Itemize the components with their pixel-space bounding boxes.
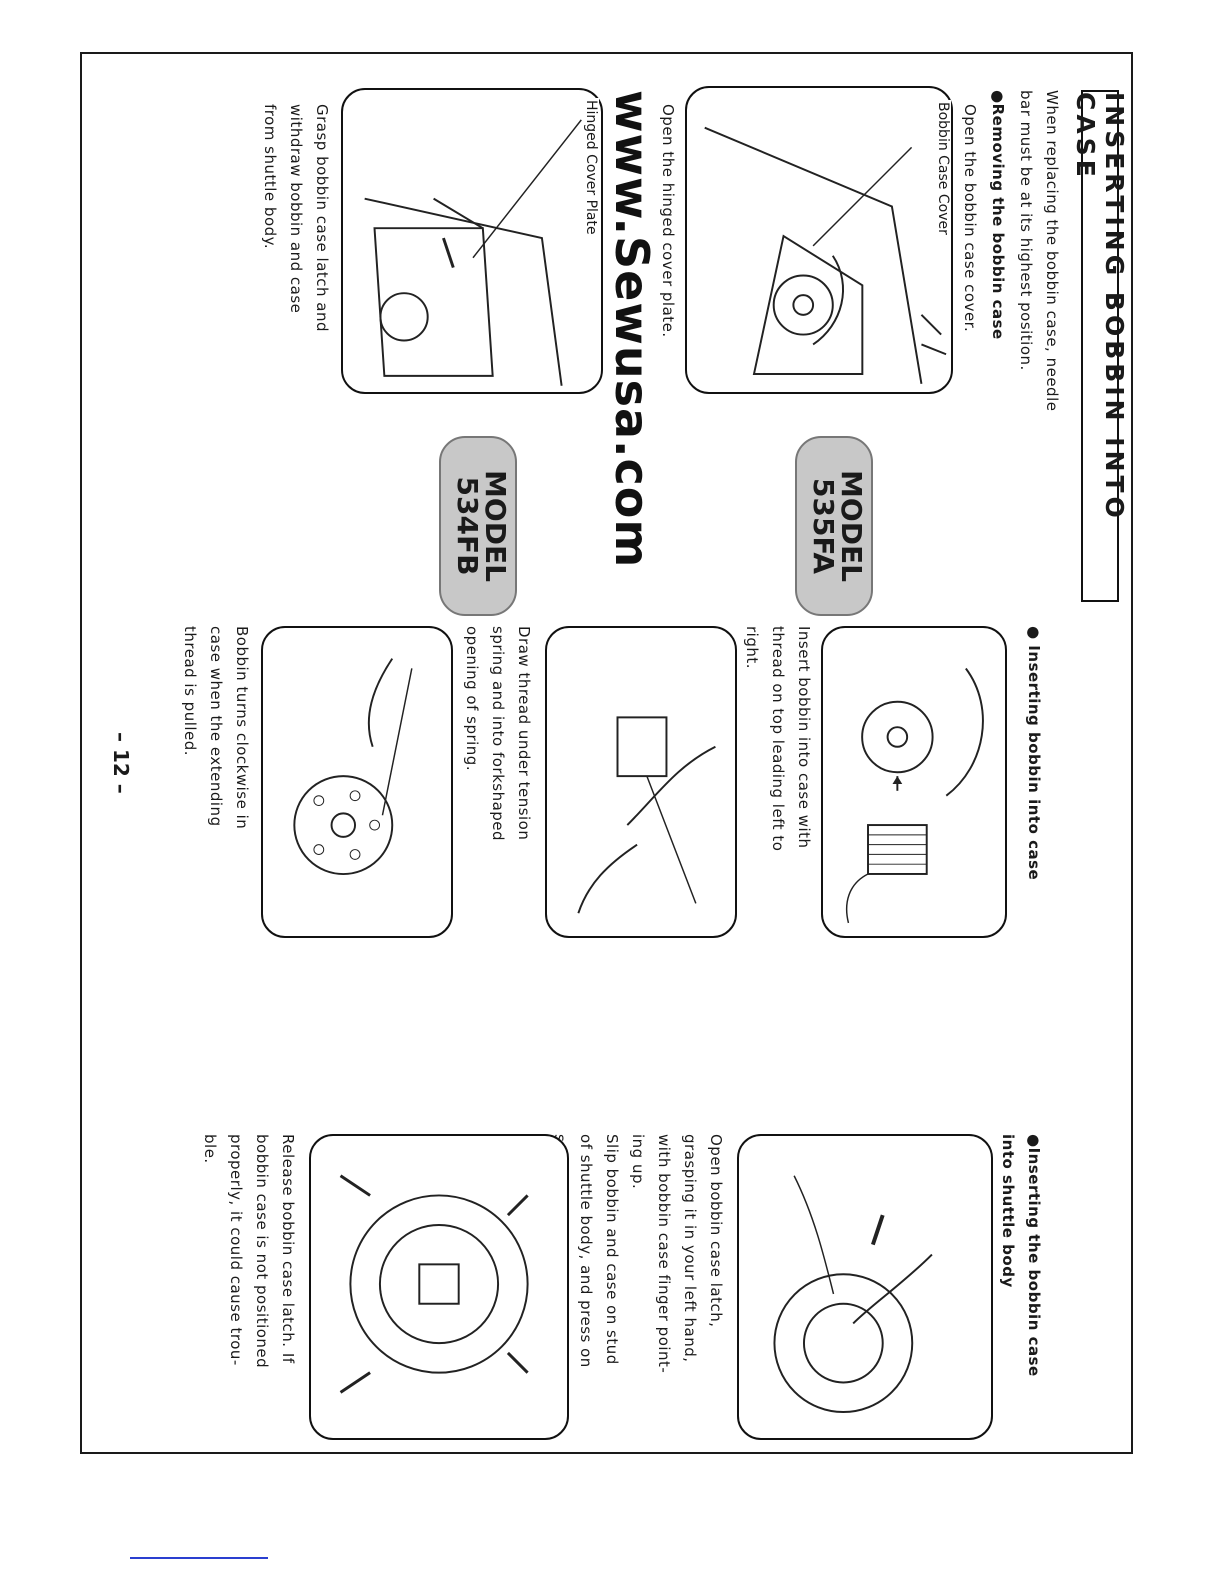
- into-shuttle-step2: Release bobbin case latch. If bobbin case is not positioned properly, it could cause trou- ble.: [201, 1134, 297, 1369]
- into-case-heading: ● Inserting bobbin into case: [1025, 626, 1043, 881]
- into-case-step1: Insert bobbin into case with thread on top leading left to right.: [743, 626, 813, 852]
- model-label: MODEL: [835, 470, 868, 582]
- latch-release-drawing: [311, 1136, 567, 1438]
- into-case-step2: Draw thread under tension spring and into forkshaped opening of spring.: [463, 626, 533, 842]
- model-number: 534FB: [451, 476, 484, 576]
- into-case-step3: Bobbin turns clockwise in case when the extending thread is pulled.: [181, 626, 251, 830]
- sewing-machine-drawing: [687, 88, 951, 392]
- insert-bobbin-illustration: [821, 626, 1007, 938]
- model-badge-534fb: [439, 436, 517, 616]
- model-number: 535FA: [807, 477, 840, 575]
- intro-text: When replacing the bobbin case, needle bar must be at its highest position.: [1017, 90, 1061, 412]
- hinged-cover-plate-illustration: [341, 88, 603, 394]
- watermark: www.Sewusa.com: [605, 90, 659, 569]
- removing-step3: Grasp bobbin case latch and withdraw bobbin and case from shuttle body.: [261, 104, 331, 333]
- bobbin-case-cover-illustration: [685, 86, 953, 394]
- removing-heading: ●Removing the bobbin case: [989, 90, 1007, 340]
- thread-tension-drawing: [547, 628, 735, 936]
- label-hinged-cover-plate: Hinged Cover Plate: [583, 100, 599, 235]
- release-latch-illustration: [309, 1134, 569, 1440]
- removing-step2: Open the hinged cover plate.: [659, 104, 677, 338]
- page-number: – 12 –: [109, 732, 133, 794]
- label-bobbin-case-cover: Bobbin Case Cover: [935, 102, 951, 235]
- bobbin-and-case-drawing: [823, 628, 1005, 936]
- hinged-plate-drawing: [343, 90, 601, 392]
- bobbin-turn-illustration: [261, 626, 453, 938]
- link-underline[interactable]: [130, 1557, 268, 1559]
- shuttle-insert-illustration: [737, 1134, 993, 1440]
- model-badge-535fa: [795, 436, 873, 616]
- bobbin-clockwise-drawing: [263, 628, 451, 936]
- into-shuttle-step1: Open bobbin case latch, grasping it in your left hand, with bobbin case finger point- ing up. Slip bobbin and case on stud of shuttle body, and press on: [577, 1134, 725, 1374]
- shuttle-body-drawing: [739, 1136, 991, 1438]
- into-shuttle-heading: ●Inserting the bobbin case into shuttle body: [999, 1134, 1043, 1377]
- page-title: INSERTING BOBBIN INTO CASE: [1081, 90, 1119, 602]
- model-label: MODEL: [479, 470, 512, 582]
- rotated-page: [80, 52, 1133, 1454]
- tension-spring-illustration: [545, 626, 737, 938]
- removing-step1: Open the bobbin case cover.: [961, 104, 979, 333]
